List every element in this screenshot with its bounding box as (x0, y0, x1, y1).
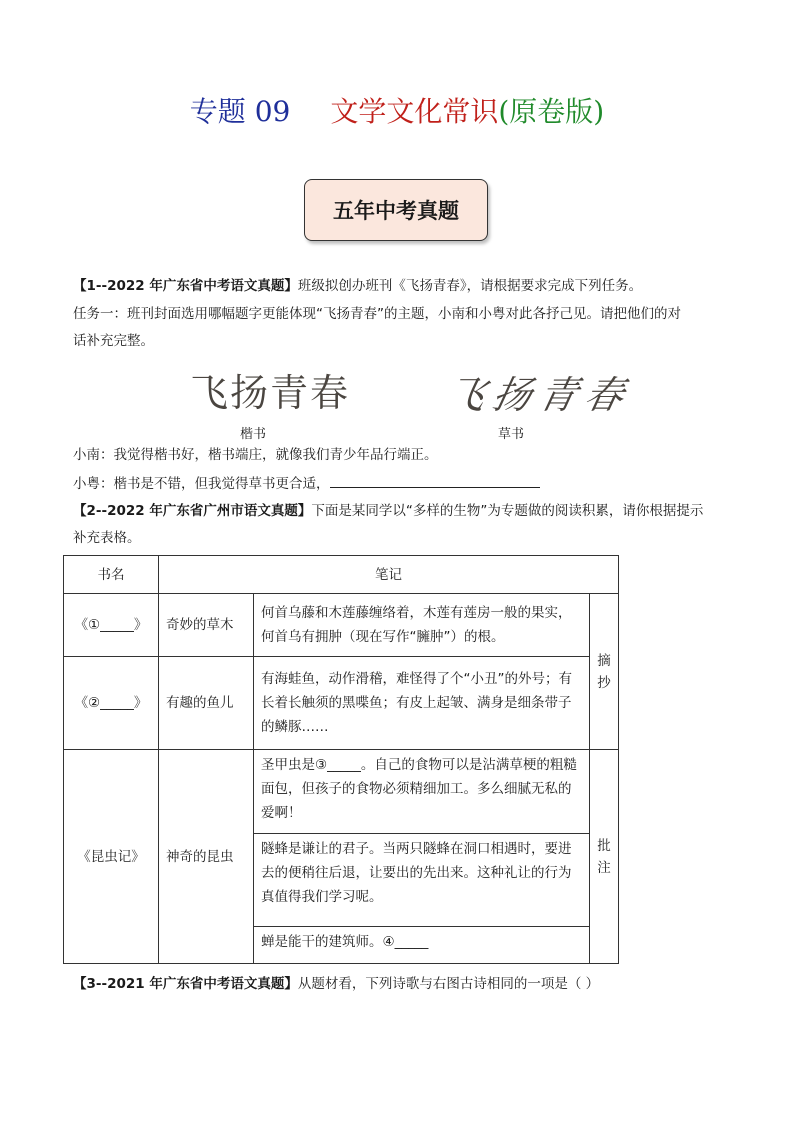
q2-intro-line2: 补充表格。 (73, 530, 141, 546)
table-row (64, 657, 619, 750)
q1-task-line1: 任务一：班刊封面选用哪幅题字更能体现“飞扬青春”的主题，小南和小粤对此各抒己见。请把他们的对 (73, 306, 681, 322)
dialogue-xiaoyue-text: 小粤：楷书是不错，但我觉得草书更合适， (73, 476, 330, 492)
note-3a[interactable]: 圣甲虫是③_____。自己的食物可以是沾满草梗的粗糙面包，但孩子的食物必须精细加工。多么细腻无私的爱啊！ (254, 750, 589, 834)
q1-intro-text: 班级拟创办班刊《飞扬青春》，请根据要求完成下列任务。 (297, 278, 643, 294)
header-book: 书名 (64, 556, 159, 594)
title-topic-name: 文学文化常识 (330, 95, 499, 128)
section-banner: 五年中考真题 (304, 179, 488, 241)
page-title (0, 92, 794, 132)
q3-intro (73, 974, 599, 994)
header-notes: 笔记 (159, 556, 619, 594)
title-edition: (原卷版) (498, 95, 605, 128)
topic-2: 有趣的鱼儿 (159, 657, 254, 750)
topic-3: 神奇的昆虫 (159, 750, 254, 964)
q3-source: 【3--2021 年广东省中考语文真题】 (73, 976, 298, 992)
note-3c[interactable]: 蝉是能干的建筑师。④_____ (261, 934, 429, 950)
q1-task-line2: 话补充完整。 (73, 333, 154, 349)
reading-notes-table (63, 555, 619, 964)
caption-kaishu: 楷书 (240, 427, 267, 442)
q1-source: 【1--2022 年广东省中考语文真题】 (73, 278, 298, 294)
tag-pizhu: 批 注 (590, 750, 619, 964)
book-title-3: 《昆虫记》 (64, 750, 159, 964)
book-title-2[interactable]: 《②_____》 (64, 657, 159, 750)
q1-intro (73, 276, 642, 296)
note-3b: 隧蜂是谦让的君子。当两只隧蜂在洞口相遇时，要进去的便稍往后退，让要出的先出来。这种礼让的行为真值得我们学习呢。 (254, 834, 589, 927)
book-title-1[interactable]: 《①_____》 (64, 594, 159, 657)
table-header-row (64, 556, 619, 594)
q2-source: 【2--2022 年广东省广州市语文真题】 (73, 503, 312, 519)
note-1: 何首乌藤和木莲藤缠络着，木莲有莲房一般的果实，何首乌有拥肿（现在写作“臃肿”）的根。 (254, 594, 590, 657)
q2-intro-text: 下面是某同学以“多样的生物”为专题做的阅读积累，请你根据提示 (311, 503, 704, 519)
q2-intro (73, 501, 703, 521)
calligraphy-caoshu-image: 飞扬青春 (442, 373, 636, 417)
calligraphy-kaishu-image: 飞扬青春 (190, 371, 351, 415)
caption-caoshu: 草书 (498, 427, 525, 442)
note-2: 有海蛙鱼，动作滑稽，难怪得了个“小丑”的外号；有长着长触须的黑喋鱼；有皮上起皱、满身是细条带子的鳞豚…… (254, 657, 590, 750)
dialogue-xiaoyue (73, 473, 540, 494)
table-row (64, 594, 619, 657)
title-topic-number: 专题 09 (189, 95, 291, 128)
notes-group-3 (254, 750, 590, 964)
answer-blank[interactable] (330, 473, 540, 488)
q3-text: 从题材看，下列诗歌与右图古诗相同的一项是（ ） (297, 976, 600, 992)
table-row (64, 750, 619, 964)
dialogue-xiaonan: 小南：我觉得楷书好，楷书端庄，就像我们青少年品行端正。 (73, 447, 438, 463)
tag-zhaichao: 摘 抄 (590, 594, 619, 750)
topic-1: 奇妙的草木 (159, 594, 254, 657)
